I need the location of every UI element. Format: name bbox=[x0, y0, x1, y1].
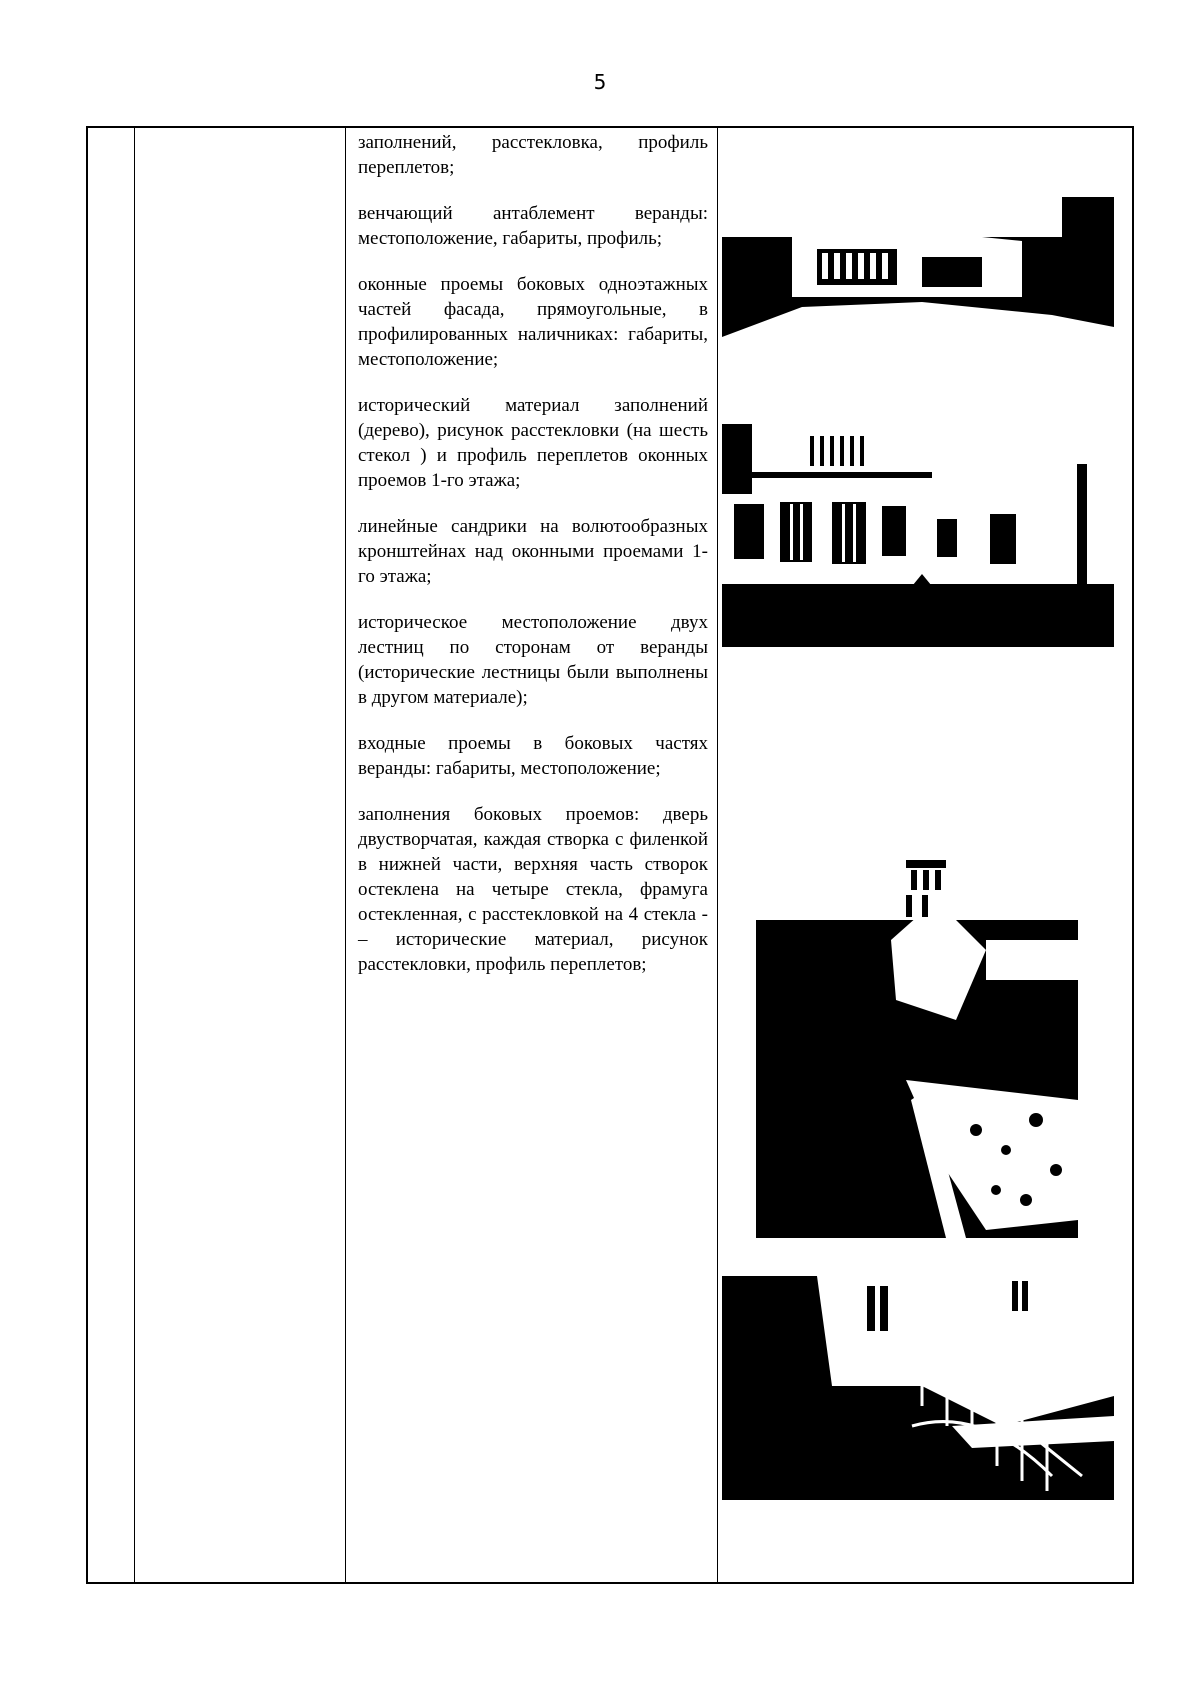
paragraph-side-door-fillings: заполнения боковых проемов: дверь двустворчатая, каждая створка с филенкой в нижней части, верхняя часть створок остеклена на четыре стекла, фрамуга остекленная, с расстекловкой на 4 стекла - – исторические материал, рисунок расстекловки, профиль переплетов; bbox=[358, 804, 708, 975]
paragraph-historic-materials: исторический материал заполнений (дерево), рисунок расстекловки (на шесть стекол ) и профиль переплетов оконных проемов 1-го этажа; bbox=[358, 395, 708, 491]
paragraph-window-fillings: заполнений, расстекловка, профиль переплетов; bbox=[358, 132, 708, 178]
paragraph-entrance-openings: входные проемы в боковых частях веранды: габариты, местоположение; bbox=[358, 733, 708, 779]
paragraph-sandriks: линейные сандрики на волютообразных кронштейнах над оконными проемами 1-го этажа; bbox=[358, 516, 708, 587]
photo-house-veranda-view bbox=[722, 197, 1114, 371]
paragraph-veranda-entablature: венчающий антаблемент веранды: местоположение, габариты, профиль; bbox=[358, 203, 708, 249]
column-divider-2 bbox=[345, 128, 346, 1582]
description-column bbox=[358, 130, 708, 998]
paragraph-staircases: историческое местоположение двух лестниц по сторонам от веранды (исторические лестницы были выполнены в другом материале); bbox=[358, 612, 708, 708]
column-divider-3 bbox=[717, 128, 718, 1582]
photo-staircase-railing bbox=[722, 1276, 1114, 1500]
column-divider-1 bbox=[134, 128, 135, 1582]
page-number: 5 bbox=[593, 70, 607, 94]
photo-side-staircase bbox=[756, 790, 1078, 1238]
paragraph-side-window-openings: оконные проемы боковых одноэтажных частей фасада, прямоугольные, в профилированных наличниках: габариты, местоположение; bbox=[358, 274, 708, 370]
photo-facade-windows bbox=[722, 424, 1114, 647]
